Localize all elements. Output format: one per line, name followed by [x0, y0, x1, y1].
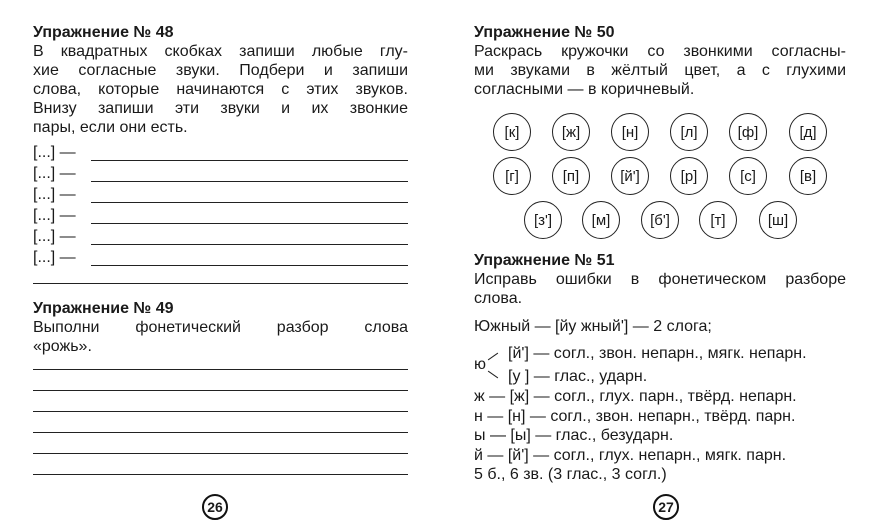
answer-row — [33, 144, 408, 164]
analysis-line: [й'] — согл., звон. непарн., мягк. непарн. — [508, 345, 807, 362]
exercise-50-title: Упражнение № 50 — [474, 24, 615, 41]
sound-circle[interactable]: [п] — [552, 157, 590, 195]
answer-line[interactable] — [91, 160, 408, 161]
text-line: Выполни фонетический разбор слова — [33, 319, 408, 336]
branch-up-mark — [488, 353, 498, 361]
answer-row — [33, 186, 408, 206]
sound-circle[interactable]: [к] — [493, 113, 531, 151]
answer-line[interactable] — [33, 390, 408, 391]
answer-row — [33, 228, 408, 248]
word-transcription: Южный — [йу жный'] — 2 слога; — [474, 318, 712, 335]
text-line: В квадратных скобках запиши любые глу- — [33, 43, 408, 60]
yu-letter: ю — [474, 356, 486, 373]
right-page — [440, 0, 880, 531]
page-number: 27 — [653, 494, 679, 520]
exercise-49-text — [33, 318, 408, 356]
bracket-label: [...] — — [33, 186, 76, 203]
answer-line[interactable] — [91, 181, 408, 182]
answer-line[interactable] — [33, 283, 408, 284]
sound-circle[interactable]: [б'] — [641, 201, 679, 239]
analysis-line: ж — [ж] — согл., глух. парн., твёрд. непарн. — [474, 388, 797, 405]
text-line: слова. — [474, 290, 523, 307]
answer-line[interactable] — [91, 244, 408, 245]
answer-line[interactable] — [91, 223, 408, 224]
exercise-48-text — [33, 42, 408, 137]
sound-circle[interactable]: [з'] — [524, 201, 562, 239]
bracket-label: [...] — — [33, 249, 76, 266]
answer-row — [33, 165, 408, 185]
analysis-summary: 5 б., 6 зв. (3 глас., 3 согл.) — [474, 466, 667, 483]
answer-line[interactable] — [33, 474, 408, 475]
sound-circle[interactable]: [н] — [611, 113, 649, 151]
answer-line[interactable] — [33, 411, 408, 412]
analysis-line: н — [н] — согл., звон. непарн., твёрд. парн. — [474, 408, 796, 425]
text-line: Раскрась кружочки со звонкими согласны- — [474, 43, 846, 60]
sound-circle[interactable]: [ф] — [729, 113, 767, 151]
bracket-label: [...] — — [33, 144, 76, 161]
analysis-line: й — [й'] — согл., глух. непарн., мягк. парн. — [474, 447, 787, 464]
exercise-49-title: Упражнение № 49 — [33, 300, 174, 317]
answer-line[interactable] — [33, 453, 408, 454]
bracket-label: [...] — — [33, 228, 76, 245]
sound-circle[interactable]: [ж] — [552, 113, 590, 151]
text-line: слова, которые начинаются с этих звуков. — [33, 81, 408, 98]
text-line: «рожь». — [33, 338, 92, 355]
sound-circle[interactable]: [л] — [670, 113, 708, 151]
text-line: ми звуками в жёлтый цвет, а с глухими — [474, 62, 846, 79]
bracket-label: [...] — — [33, 165, 76, 182]
page-number: 26 — [202, 494, 228, 520]
bracket-label: [...] — — [33, 207, 76, 224]
sound-circle[interactable]: [в] — [789, 157, 827, 195]
sound-circle[interactable]: [д] — [789, 113, 827, 151]
analysis-line: ы — [ы] — глас., безударн. — [474, 427, 674, 444]
exercise-48-title: Упражнение № 48 — [33, 24, 174, 41]
text-line: пары, если они есть. — [33, 119, 188, 136]
exercise-50-text — [474, 42, 846, 99]
exercise-51-text — [474, 270, 846, 308]
text-line: согласными — в коричневый. — [474, 81, 695, 98]
sound-circle[interactable]: [й'] — [611, 157, 649, 195]
sound-circle[interactable]: [м] — [582, 201, 620, 239]
sound-circle[interactable]: [с] — [729, 157, 767, 195]
analysis-line: [у ] — глас., ударн. — [508, 368, 648, 385]
exercise-51-title: Упражнение № 51 — [474, 252, 615, 269]
answer-line[interactable] — [91, 265, 408, 266]
sound-circle[interactable]: [ш] — [759, 201, 797, 239]
answer-row — [33, 207, 408, 227]
sound-circle[interactable]: [т] — [699, 201, 737, 239]
sound-circle[interactable]: [г] — [493, 157, 531, 195]
sound-circle[interactable]: [р] — [670, 157, 708, 195]
text-line: Исправь ошибки в фонетическом разборе — [474, 271, 846, 288]
answer-line[interactable] — [33, 369, 408, 370]
answer-line[interactable] — [33, 432, 408, 433]
text-line: Внизу запиши эти звуки и их звонкие — [33, 100, 408, 117]
branch-down-mark — [488, 371, 498, 379]
answer-line[interactable] — [91, 202, 408, 203]
text-line: хие согласные звуки. Подбери и запиши — [33, 62, 408, 79]
answer-row — [33, 249, 408, 269]
